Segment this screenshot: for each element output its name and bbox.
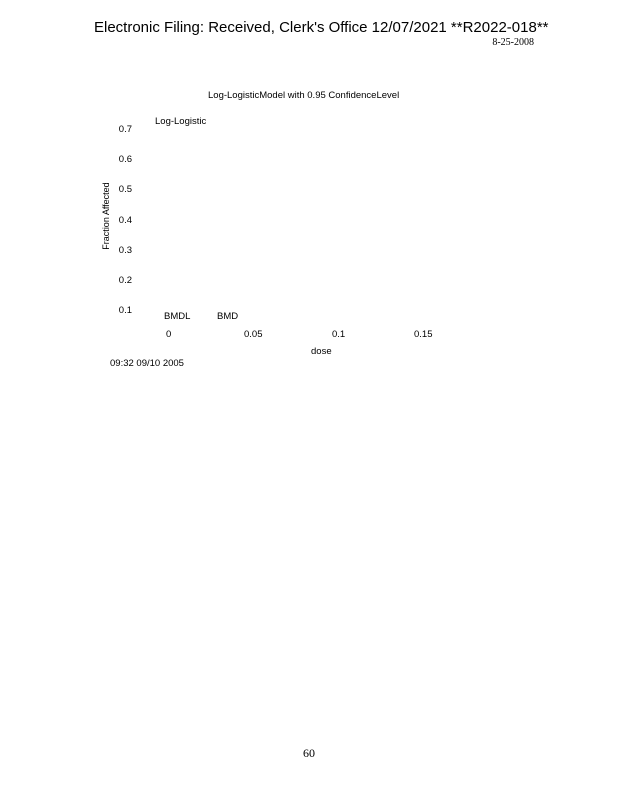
y-axis-label: Fraction Affected [101, 182, 111, 250]
page-number: 60 [303, 746, 315, 760]
x-tick-label: 0.1 [332, 329, 346, 340]
y-tick-label: 0.1 [118, 305, 132, 316]
filing-stamp: Electronic Filing: Received, Clerk's Office 12/07/2021 **R2022-018** [94, 19, 549, 36]
bmd-annotation: BMD [217, 311, 239, 322]
y-tick-label: 0.5 [118, 184, 132, 195]
y-tick-label: 0.2 [118, 275, 132, 286]
legend-entry: Log-Logistic [155, 116, 207, 127]
plot-timestamp: 09:32 09/10 2005 [110, 358, 184, 369]
y-tick-label: 0.4 [118, 215, 132, 226]
y-tick-label: 0.3 [118, 245, 132, 256]
bmdl-annotation: BMDL [164, 311, 191, 322]
y-tick-label: 0.6 [118, 154, 132, 165]
x-axis-label: dose [311, 346, 332, 357]
y-tick-label: 0.7 [118, 124, 132, 135]
document-date: 8-25-2008 [492, 37, 534, 48]
x-tick-label: 0 [166, 329, 172, 340]
chart-title: Log-LogisticModel with 0.95 ConfidenceLevel [208, 90, 400, 101]
x-tick-label: 0.15 [414, 329, 433, 340]
x-tick-label: 0.05 [244, 329, 263, 340]
